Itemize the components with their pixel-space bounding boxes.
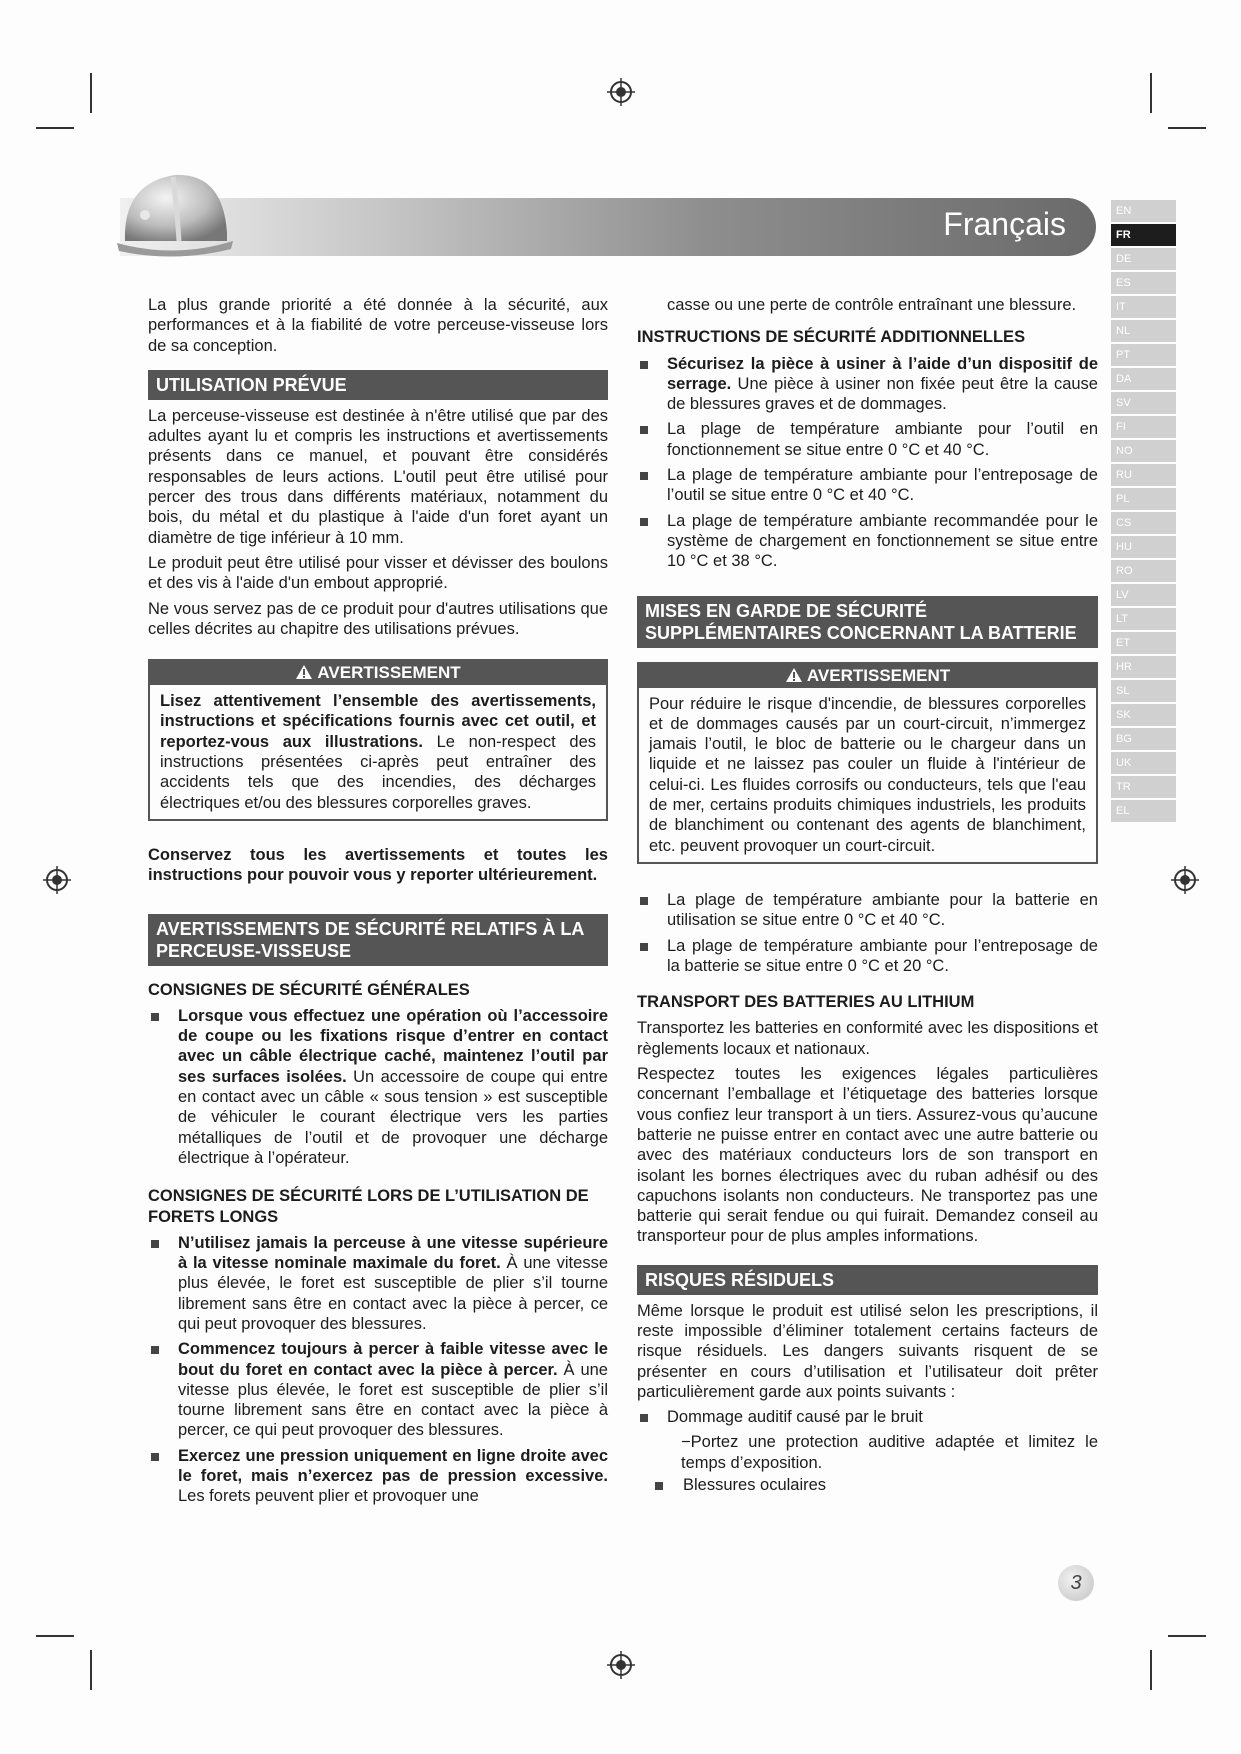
lang-tab-tr[interactable]: TR — [1111, 776, 1176, 798]
crop-mark — [1168, 127, 1206, 129]
sub-item: −Portez une protection auditive adaptée et limitez le temps d’exposition. — [681, 1433, 1098, 1472]
lang-tab-lt[interactable]: LT — [1111, 608, 1176, 630]
item-bold: Sécurisez la pièce à usiner à l’aide d’un dispositif de serrage. — [667, 354, 1098, 393]
list-item — [148, 1233, 608, 1334]
warning-body — [150, 685, 606, 819]
list-item — [637, 354, 1098, 415]
list-item — [148, 1446, 608, 1507]
crop-mark — [1150, 1650, 1152, 1690]
registration-mark-icon — [606, 1650, 636, 1680]
lang-tab-et[interactable]: ET — [1111, 632, 1176, 654]
lang-tab-ru[interactable]: RU — [1111, 464, 1176, 486]
list-item: Blessures oculaires — [637, 1475, 1098, 1495]
warning-header — [150, 661, 606, 685]
warning-header — [639, 664, 1096, 688]
list-item: Dommage auditif causé par le bruit — [637, 1407, 1098, 1427]
bullet-list — [637, 354, 1098, 572]
item-bold: Commencez toujours à percer à faible vitesse avec le bout du foret en contact avec la pièce à percer. — [178, 1340, 608, 1379]
subsection-heading: TRANSPORT DES BATTERIES AU LITHIUM — [637, 993, 975, 1012]
page-title: Français — [943, 206, 1066, 242]
lang-tab-de[interactable]: DE — [1111, 248, 1176, 270]
lang-tab-nl[interactable]: NL — [1111, 320, 1176, 342]
warning-text: Le non-respect des instructions présentées ci-après peut entraîner des accidents tels que des incendies, des décharges électriques et/ou des blessures corporelles graves. — [160, 732, 597, 812]
language-tabs — [1111, 200, 1176, 824]
crop-mark — [36, 127, 74, 129]
lang-tab-el[interactable]: EL — [1111, 800, 1176, 822]
lang-tab-es[interactable]: ES — [1111, 272, 1176, 294]
keep-instructions-note: Conservez tous les avertissements et toutes les instructions pour pouvoir vous y reporter ultérieurement. — [148, 845, 608, 885]
warning-bold-text: Lisez attentivement l’ensemble des avertissements, instructions et spécifications fournis avec cet outil, et reportez-vous aux illustrations. — [160, 692, 596, 751]
list-item — [148, 1339, 608, 1440]
list-item: La plage de température ambiante pour l’entreposage de la batterie se situe entre 0 °C et 20 °C. — [637, 936, 1098, 977]
crop-mark — [90, 73, 92, 113]
lang-tab-pt[interactable]: PT — [1111, 344, 1176, 366]
section-heading: AVERTISSEMENTS DE SÉCURITÉ RELATIFS À LA PERCEUSE-VISSEUSE — [148, 914, 608, 966]
section-heading: RISQUES RÉSIDUELS — [637, 1265, 1098, 1295]
paragraph: Même lorsque le produit est utilisé selon les prescriptions, il reste impossible d’éliminer totalement certains facteurs de risque résiduels. Les dangers suivants risquent de se présenter en cours d’utilisation et l’utilisateur doit prêter particulièrement garde aux points suivants : — [637, 1301, 1098, 1401]
lang-tab-bg[interactable]: BG — [1111, 728, 1176, 750]
lang-tab-it[interactable]: IT — [1111, 296, 1176, 318]
lang-tab-lv[interactable]: LV — [1111, 584, 1176, 606]
lang-tab-uk[interactable]: UK — [1111, 752, 1176, 774]
paragraph: Ne vous servez pas de ce produit pour d'autres utilisations que celles décrites au chapitre des utilisations prévues. — [148, 599, 608, 638]
subsection-heading: INSTRUCTIONS DE SÉCURITÉ ADDITIONNELLES — [637, 328, 1026, 347]
bullet-list — [637, 1475, 1098, 1495]
lang-tab-fr[interactable]: FR — [1111, 224, 1176, 246]
crop-mark — [1168, 1635, 1206, 1637]
warning-triangle-icon — [785, 667, 803, 683]
bullet-list — [637, 890, 1098, 976]
registration-mark-icon — [606, 77, 636, 107]
crop-mark — [90, 1650, 92, 1690]
warning-box — [148, 659, 608, 821]
bullet-list — [637, 1407, 1098, 1427]
registration-mark-icon — [1170, 865, 1200, 895]
lang-tab-hu[interactable]: HU — [1111, 536, 1176, 558]
item-bold: N’utilisez jamais la perceuse à une vitesse supérieure à la vitesse nominale maximale du foret. — [178, 1233, 608, 1273]
intro-paragraph: La plus grande priorité a été donnée à la sécurité, aux performances et à la fiabilité de votre perceuse-visseuse lors de sa conception. — [148, 296, 608, 355]
paragraph: La perceuse-visseuse est destinée à n'être utilisé que par des adultes ayant lu et compris les instructions et avertissements présents dans ce manuel, et pouvant être considérés responsables de leurs actions. L'outil peut être utilisé pour percer des trous dans différents matériaux, notamment du bois, du métal et du plastique à l'aide d'un foret ayant un diamètre de tige inférieur à 10 mm. — [148, 406, 608, 547]
paragraph: Transportez les batteries en conformité avec les dispositions et règlements locaux et nationaux. — [637, 1019, 1098, 1058]
lang-tab-sl[interactable]: SL — [1111, 680, 1176, 702]
warning-box — [637, 662, 1098, 864]
lang-tab-sv[interactable]: SV — [1111, 392, 1176, 414]
item-bold: Exercez une pression uniquement en ligne droite avec le foret, mais n’exercez pas de pression excessive. — [178, 1446, 608, 1486]
left-column — [148, 295, 608, 1512]
list-item: La plage de température ambiante pour l’entreposage de l’outil se situe entre 0 °C et 40 °C. — [637, 465, 1098, 506]
section-heading: UTILISATION PRÉVUE — [148, 370, 608, 400]
continuation-text: casse ou une perte de contrôle entraînant une blessure. — [667, 296, 1077, 314]
subsection-heading: CONSIGNES DE SÉCURITÉ GÉNÉRALES — [148, 980, 470, 999]
right-column — [637, 295, 1098, 1500]
bullet-list — [148, 1006, 608, 1168]
list-item: La plage de température ambiante pour la batterie en utilisation se situe entre 0 °C et 40 °C. — [637, 890, 1098, 931]
lang-tab-pl[interactable]: PL — [1111, 488, 1176, 510]
registration-mark-icon — [42, 865, 72, 895]
lang-tab-sk[interactable]: SK — [1111, 704, 1176, 726]
list-item: La plage de température ambiante recommandée pour le système de chargement en fonctionnement se situe entre 10 °C et 38 °C. — [637, 511, 1098, 572]
warning-title: AVERTISSEMENT — [317, 663, 461, 683]
subsection-heading: CONSIGNES DE SÉCURITÉ LORS DE L’UTILISATION DE FORETS LONGS — [148, 1187, 589, 1226]
crop-mark — [1150, 73, 1152, 113]
lang-tab-cs[interactable]: CS — [1111, 512, 1176, 534]
crop-mark — [36, 1635, 74, 1637]
lang-tab-no[interactable]: NO — [1111, 440, 1176, 462]
paragraph: Respectez toutes les exigences légales particulières concernant l’emballage et l’étiquetage des batteries lorsque vous confiez leur transport à un tiers. Assurez-vous qu’aucune batterie ne puisse entrer en contact avec une autre batterie ou avec des matériaux conducteurs lors de son transport en isolant les bornes électriques avec du ruban adhésif ou des capuchons isolants non conducteurs. Ne transportez pas une batterie qui serait fendue ou qui fuirait. Demandez conseil au transporteur pour de plus amples informations. — [637, 1065, 1098, 1246]
safety-helmet-icon — [115, 163, 235, 263]
item-text: Une pièce à usiner non fixée peut être la cause de blessures graves et de dommages. — [667, 374, 1098, 414]
item-text: Un accessoire de coupe qui entre en contact avec un câble « sous tension » est susceptible de véhiculer le courant électrique vers les parties métalliques de l’outil et de provoquer une décharge électrique à l’opérateur. — [178, 1067, 608, 1167]
bullet-list — [148, 1233, 608, 1507]
list-item — [148, 1006, 608, 1168]
lang-tab-en[interactable]: EN — [1111, 200, 1176, 222]
list-item: La plage de température ambiante pour l’outil en fonctionnement se situe entre 0 °C et 40 °C. — [637, 419, 1098, 460]
lang-tab-da[interactable]: DA — [1111, 368, 1176, 390]
warning-body: Pour réduire le risque d'incendie, de blessures corporelles et de dommages causés par un court-circuit, n’immergez jamais l’outil, le bloc de batterie ou le chargeur dans un liquide et ne laissez pas couler un fluide à l'intérieur de celui-ci. Les fluides corrosifs ou conducteurs, tels que l'eau de mer, certains produits chimiques industriels, les produits de blanchiment ou contenant des agents de blanchiment, etc. peuvent provoquer un court-circuit. — [649, 694, 1086, 855]
item-text: Les forets peuvent plier et provoquer une — [178, 1487, 479, 1506]
page-number: 3 — [1058, 1565, 1094, 1601]
lang-tab-ro[interactable]: RO — [1111, 560, 1176, 582]
item-text: À une vitesse plus élevée, le foret est susceptible de plier s’il tourne librement sans être en contact avec la pièce à percer, ce qui peut provoquer des blessures. — [178, 1360, 608, 1440]
lang-tab-hr[interactable]: HR — [1111, 656, 1176, 678]
warning-title: AVERTISSEMENT — [806, 665, 951, 685]
item-bold: Lorsque vous effectuez une opération où l’accessoire de coupe ou les fixations risque d’entrer en contact avec un câble électrique caché, maintenez l’outil par ses surfaces isolées. — [178, 1006, 608, 1086]
warning-triangle-icon — [295, 664, 313, 680]
item-text: À une vitesse plus élevée, le foret est susceptible de plier s’il tourne librement sans être en contact avec la pièce à percer, ce qui peut provoquer des blessures. — [178, 1254, 608, 1333]
section-heading: MISES EN GARDE DE SÉCURITÉ SUPPLÉMENTAIRES CONCERNANT LA BATTERIE — [637, 596, 1098, 648]
language-header-bar — [120, 198, 1096, 256]
lang-tab-fi[interactable]: FI — [1111, 416, 1176, 438]
paragraph: Le produit peut être utilisé pour visser et dévisser des boulons et des vis à l'aide d'un embout approprié. — [148, 553, 608, 593]
